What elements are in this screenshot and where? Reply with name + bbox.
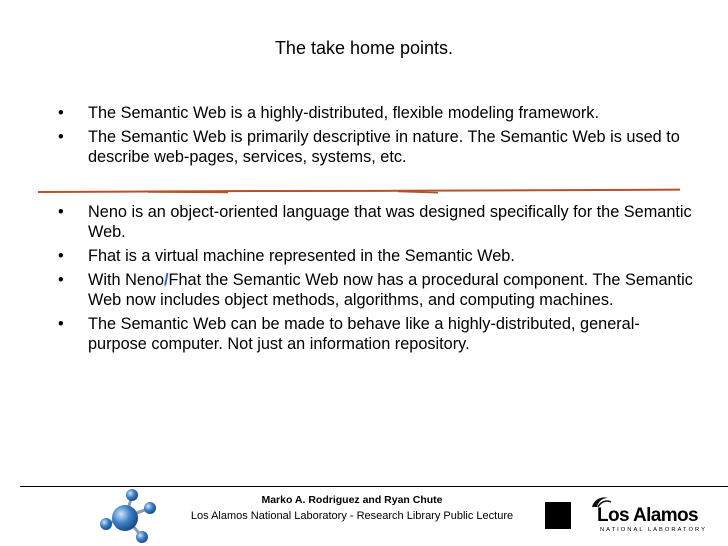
point-text [88,271,693,309]
list-item [58,246,698,266]
footer-lab: Los Alamos National Laboratory - Research Library Public Lecture [190,510,514,522]
bullet: • [58,247,64,265]
list-item [58,314,698,354]
fhat-text: Fhat the Semantic Web now has a procedural component. The Semantic Web now includes object methods, algorithms, and computing machines. [88,271,693,309]
take-home-points-group-1 [58,103,698,171]
list-item [58,127,698,167]
bullet: • [58,315,64,333]
molecule-icon [96,487,166,545]
neno-fhat-slash: / [164,271,169,289]
list-item [58,103,698,123]
los-alamos-subtitle: NATIONAL LABORATORY [600,527,707,533]
bullet: • [58,271,64,289]
black-square-mark [545,502,571,529]
neno-text: With Neno [88,271,165,289]
take-home-points-group-2 [58,202,698,358]
point-text: The Semantic Web is a highly-distributed, flexible modeling framework. [88,104,599,122]
point-text: Neno is an object-oriented language that was designed specifically for the Semantic Web. [88,203,692,241]
bullet: • [58,104,64,122]
slide-title: The take home points. [274,38,454,58]
bullet: • [58,203,64,221]
list-item [58,270,698,310]
footer-authors: Marko A. Rodriguez and Ryan Chute [261,494,443,506]
point-text: The Semantic Web can be made to behave like a highly-distributed, general-purpose computer. Not just an information repository. [88,315,640,353]
los-alamos-name: Los Alamos [597,505,698,526]
bullet: • [58,128,64,146]
list-item [58,202,698,242]
section-divider [38,186,680,196]
point-text: The Semantic Web is primarily descriptive in nature. The Semantic Web is used to describe web-pages, services, systems, etc. [88,128,680,166]
point-text: Fhat is a virtual machine represented in the Semantic Web. [88,247,515,265]
